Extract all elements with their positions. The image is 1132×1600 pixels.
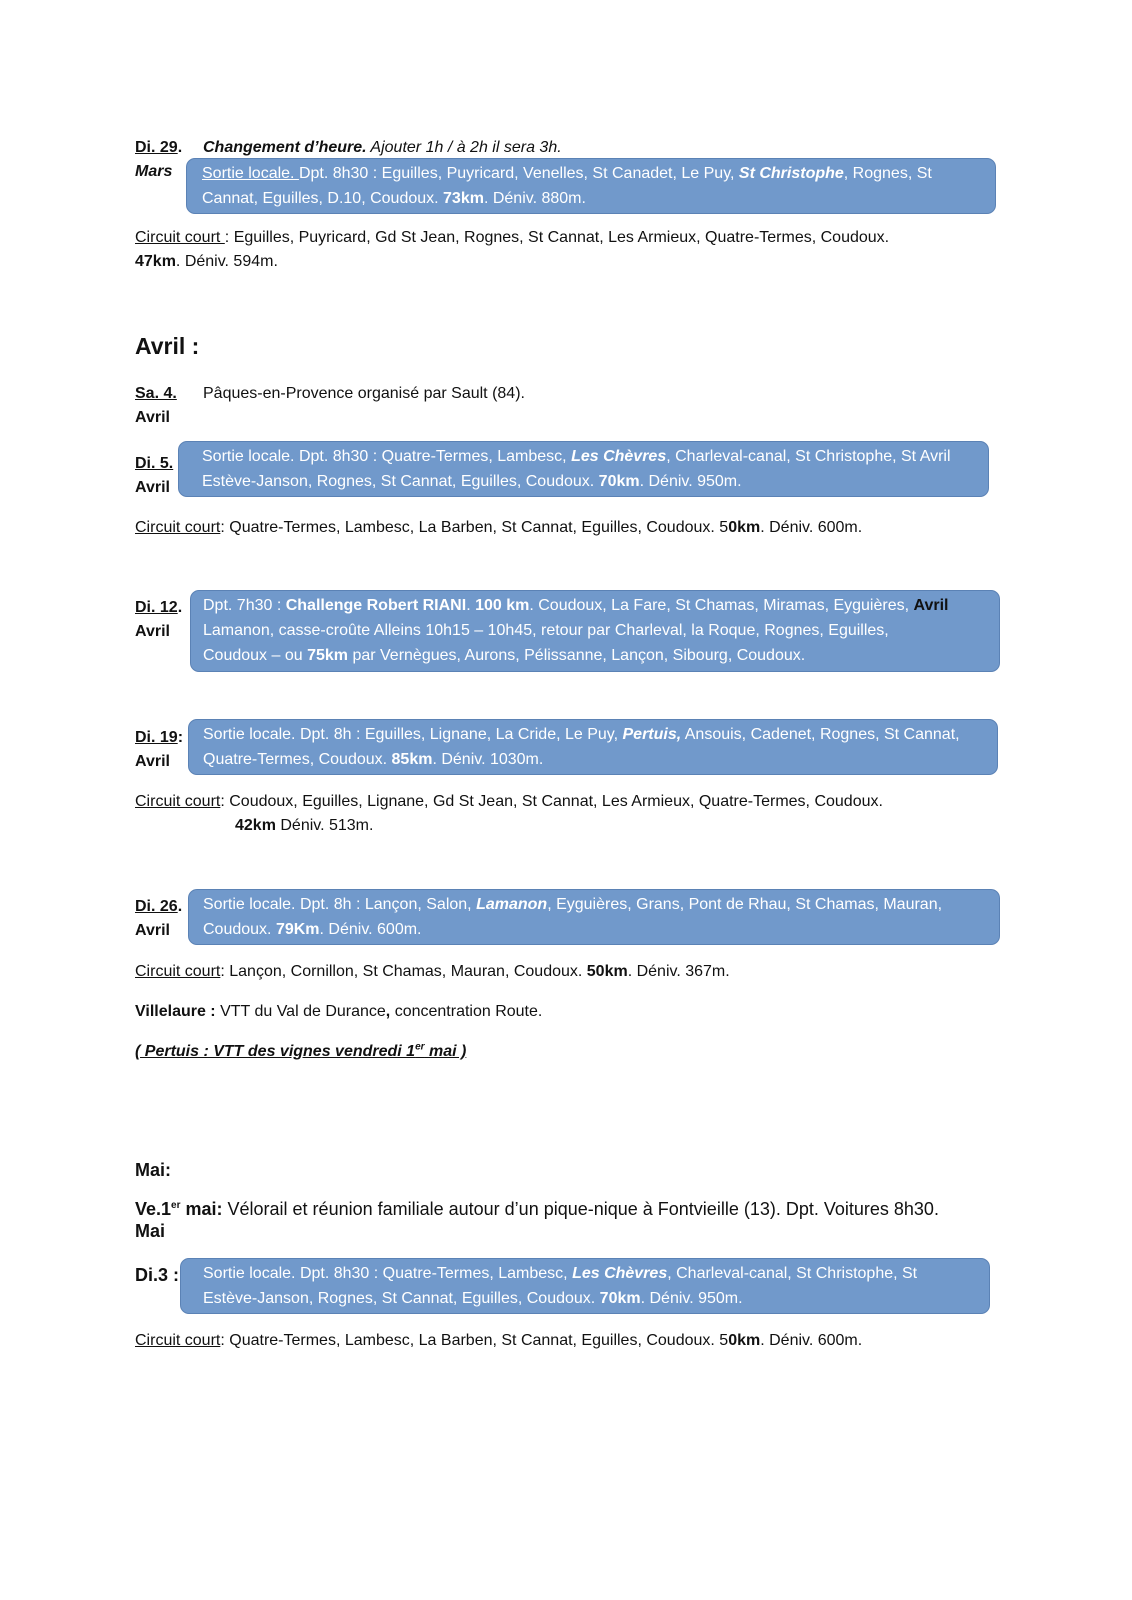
short-circuit-di29-km: 47km. Déniv. 594m. <box>135 253 278 270</box>
month-avril-di12: Avril <box>135 623 170 640</box>
ride-box-di3: Sortie locale. Dpt. 8h30 : Quatre-Termes, Lambesc, Les Chèvres, Charleval-canal, St Christophe, St Estève-Janson, Rognes, St Cannat, Eguilles, Coudoux. 70km. Déniv. 950m. <box>180 1258 990 1314</box>
ride-box-di29: Sortie locale. Dpt. 8h30 : Eguilles, Puyricard, Venelles, St Canadet, Le Puy, St Christophe, Rognes, St Cannat, Eguilles, D.10, Coudoux. 73km. Déniv. 880m. <box>186 158 996 214</box>
date-di12: Di. 12. <box>135 599 183 616</box>
date-di29: Di. 29. <box>135 139 183 156</box>
event-sa4: Pâques-en-Provence organisé par Sault (84). <box>203 385 525 402</box>
pertuis-note: ( Pertuis : VTT des vignes vendredi 1er mai ) <box>135 1041 467 1060</box>
event-ve1-mai: Ve.1er mai: Vélorail et réunion familiale autour d’un pique-nique à Fontvieille (13). Dpt. Voitures 8h30. <box>135 1199 939 1219</box>
month-avril-di5: Avril <box>135 479 170 496</box>
villelaure-event: Villelaure : VTT du Val de Durance, concentration Route. <box>135 1003 543 1020</box>
short-circuit-di29: Circuit court : Eguilles, Puyricard, Gd St Jean, Rognes, St Cannat, Les Armieux, Quatre-Termes, Coudoux. <box>135 229 890 246</box>
short-circuit-di26: Circuit court: Lançon, Cornillon, St Chamas, Mauran, Coudoux. 50km. Déniv. 367m. <box>135 963 730 980</box>
short-circuit-di3: Circuit court: Quatre-Termes, Lambesc, La Barben, St Cannat, Eguilles, Coudoux. 50km. Déniv. 600m. <box>135 1332 863 1349</box>
date-di26: Di. 26. <box>135 898 183 915</box>
month-mai-ve1: Mai <box>135 1221 166 1241</box>
section-heading-avril: Avril : <box>135 333 200 359</box>
ride-box-di26: Sortie locale. Dpt. 8h : Lançon, Salon, Lamanon, Eyguières, Grans, Pont de Rhau, St Chamas, Mauran, Coudoux. 79Km. Déniv. 600m. <box>188 889 1000 945</box>
date-di5: Di. 5. <box>135 455 174 472</box>
date-di3: Di.3 : <box>135 1265 180 1285</box>
month-mars: Mars <box>135 163 173 180</box>
short-circuit-di19: Circuit court: Coudoux, Eguilles, Lignane, Gd St Jean, St Cannat, Les Armieux, Quatre-Termes, Coudoux. <box>135 793 883 810</box>
month-avril-sa4: Avril <box>135 409 170 426</box>
date-di19: Di. 19: <box>135 729 184 746</box>
date-sa4: Sa. 4. <box>135 385 177 402</box>
short-circuit-di19-km: 42km Déniv. 513m. <box>235 817 374 834</box>
ride-box-di5: Sortie locale. Dpt. 8h30 : Quatre-Termes, Lambesc, Les Chèvres, Charleval-canal, St Christophe, St Avril Estève-Janson, Rognes, St Cannat, Eguilles, Coudoux. 70km. Déniv. 950m. <box>178 441 989 497</box>
month-avril-di19: Avril <box>135 753 170 770</box>
short-circuit-di5: Circuit court: Quatre-Termes, Lambesc, La Barben, St Cannat, Eguilles, Coudoux. 50km. Déniv. 600m. <box>135 519 863 536</box>
ride-box-di12: Dpt. 7h30 : Challenge Robert RIANI. 100 km. Coudoux, La Fare, St Chamas, Miramas, Eyguières, Avril Lamanon, casse-croûte Alleins 10h15 – 10h45, retour par Charleval, la Roque, Rognes, Eguilles, Coudoux – ou 75km par Vernègues, Aurons, Pélissanne, Lançon, Sibourg, Coudoux. <box>190 590 1000 672</box>
section-heading-mai: Mai: <box>135 1160 171 1180</box>
time-change-note: Changement d’heure. Ajouter 1h / à 2h il sera 3h. <box>203 139 562 156</box>
month-avril-di26: Avril <box>135 922 170 939</box>
ride-box-di19: Sortie locale. Dpt. 8h : Eguilles, Lignane, La Cride, Le Puy, Pertuis, Ansouis, Cadenet, Rognes, St Cannat, Quatre-Termes, Coudoux. 85km. Déniv. 1030m. <box>188 719 998 775</box>
